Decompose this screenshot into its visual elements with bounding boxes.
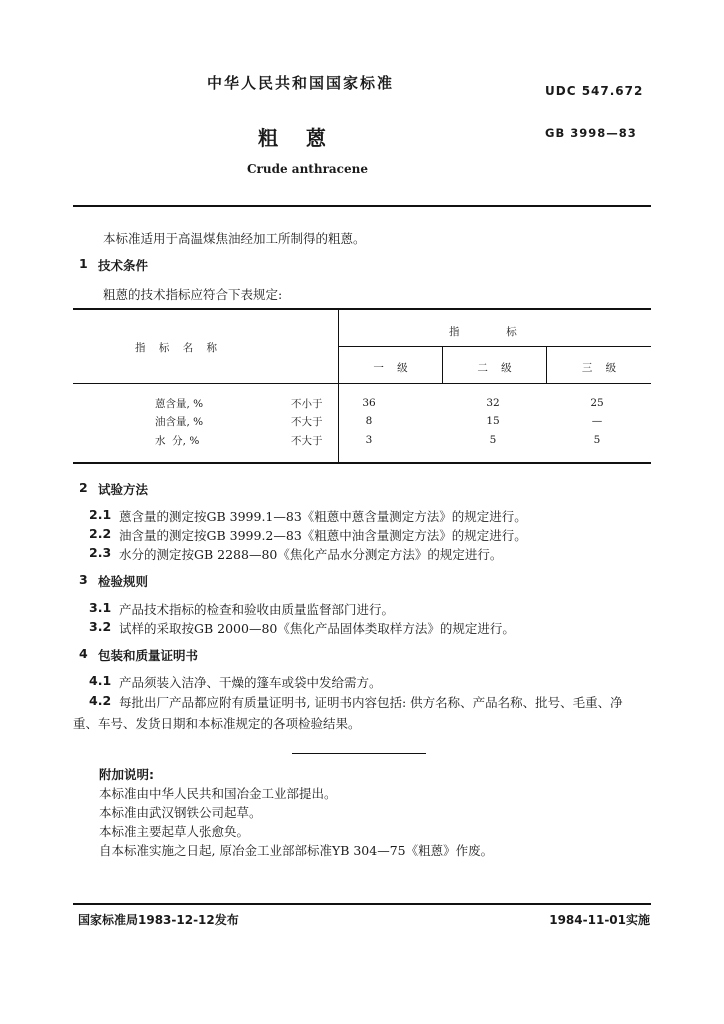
header-index: 指 标	[449, 326, 517, 338]
udc-code: UDC 547.672	[545, 84, 644, 98]
notes-divider	[292, 753, 426, 754]
row-value-grade-3: —	[591, 415, 603, 427]
section-2-title: 试验方法	[98, 482, 149, 497]
gb-number: GB 3998—83	[545, 126, 637, 140]
clause-number: 2.3	[89, 545, 112, 560]
clause-number: 4.1	[89, 673, 112, 688]
spec-table	[73, 308, 651, 464]
row-value-grade-3: 5	[593, 434, 601, 446]
clause-text: 油含量的测定按GB 3999.2—83《粗蒽中油含量测定方法》的规定进行。	[119, 528, 527, 543]
section-4-number: 4	[79, 646, 88, 661]
clause-number: 3.2	[89, 619, 112, 634]
clause-text: 试样的采取按GB 2000—80《焦化产品固体类取样方法》的规定进行。	[119, 621, 515, 636]
english-title: Crude anthracene	[247, 162, 368, 176]
clause-number: 2.2	[89, 526, 112, 541]
row-value-grade-2: 5	[489, 434, 497, 446]
clause-number: 4.2	[89, 693, 112, 708]
section-1-intro: 粗蒽的技术指标应符合下表规定:	[103, 287, 283, 302]
notes-title: 附加说明:	[99, 767, 154, 782]
row-limit: 不大于	[291, 416, 323, 428]
document-title: 粗 蒽	[258, 126, 326, 150]
row-value-grade-3: 25	[590, 397, 604, 409]
clause-number: 3.1	[89, 600, 112, 615]
row-name: 水 分, %	[155, 435, 200, 447]
header-item-name: 指 标 名 称	[135, 342, 218, 354]
clause-text: 蒽含量的测定按GB 3999.1—83《粗蒽中蒽含量测定方法》的规定进行。	[119, 509, 527, 524]
notes-line: 本标准由武汉钢铁公司起草。	[99, 805, 262, 820]
row-value-grade-1: 8	[365, 415, 373, 427]
row-limit: 不小于	[291, 398, 323, 410]
row-value-grade-1: 36	[362, 397, 376, 409]
table-grade-rule	[338, 346, 651, 347]
table-bottom-rule	[73, 462, 651, 464]
notes-line: 本标准主要起草人张愈奂。	[99, 824, 250, 839]
row-value-grade-2: 32	[486, 397, 500, 409]
row-value-grade-2: 15	[486, 415, 500, 427]
row-name: 蒽含量, %	[155, 398, 204, 410]
table-header-rule	[73, 383, 651, 384]
grade-2-label: 二 级	[477, 362, 512, 374]
section-1-number: 1	[79, 256, 88, 271]
clause-text: 产品须装入洁净、干燥的篷车或袋中发给需方。	[119, 675, 382, 690]
grade-1-label: 一 级	[373, 362, 408, 374]
issued-date: 国家标准局1983-12-12发布	[78, 913, 239, 927]
section-1-title: 技术条件	[98, 258, 149, 273]
issuing-org: 中华人民共和国国家标准	[207, 74, 395, 92]
section-3-number: 3	[79, 572, 88, 587]
effective-date: 1984-11-01实施	[549, 913, 650, 927]
section-4-title: 包装和质量证明书	[98, 648, 199, 663]
clause-text-continued: 重、车号、发货日期和本标准规定的各项检验结果。	[73, 716, 361, 731]
clause-text: 产品技术指标的检查和验收由质量监督部门进行。	[119, 602, 395, 617]
header-divider	[73, 205, 651, 207]
footer-divider	[73, 903, 651, 905]
row-name: 油含量, %	[155, 416, 204, 428]
clause-number: 2.1	[89, 507, 112, 522]
table-top-rule	[73, 308, 651, 310]
notes-line: 自本标准实施之日起, 原冶金工业部部标准YB 304—75《粗蒽》作废。	[99, 843, 494, 858]
row-value-grade-1: 3	[365, 434, 373, 446]
notes-line: 本标准由中华人民共和国冶金工业部提出。	[99, 786, 337, 801]
grade-3-label: 三 级	[581, 362, 617, 374]
row-limit: 不大于	[291, 435, 323, 447]
scope-paragraph: 本标准适用于高温煤焦油经加工所制得的粗蒽。	[103, 231, 366, 246]
section-3-title: 检验规则	[98, 574, 149, 589]
clause-text: 水分的测定按GB 2288—80《焦化产品水分测定方法》的规定进行。	[119, 547, 503, 562]
section-2-number: 2	[79, 480, 88, 495]
clause-text: 每批出厂产品都应附有质量证明书, 证明书内容包括: 供方名称、产品名称、批号、毛重、净	[119, 695, 623, 710]
